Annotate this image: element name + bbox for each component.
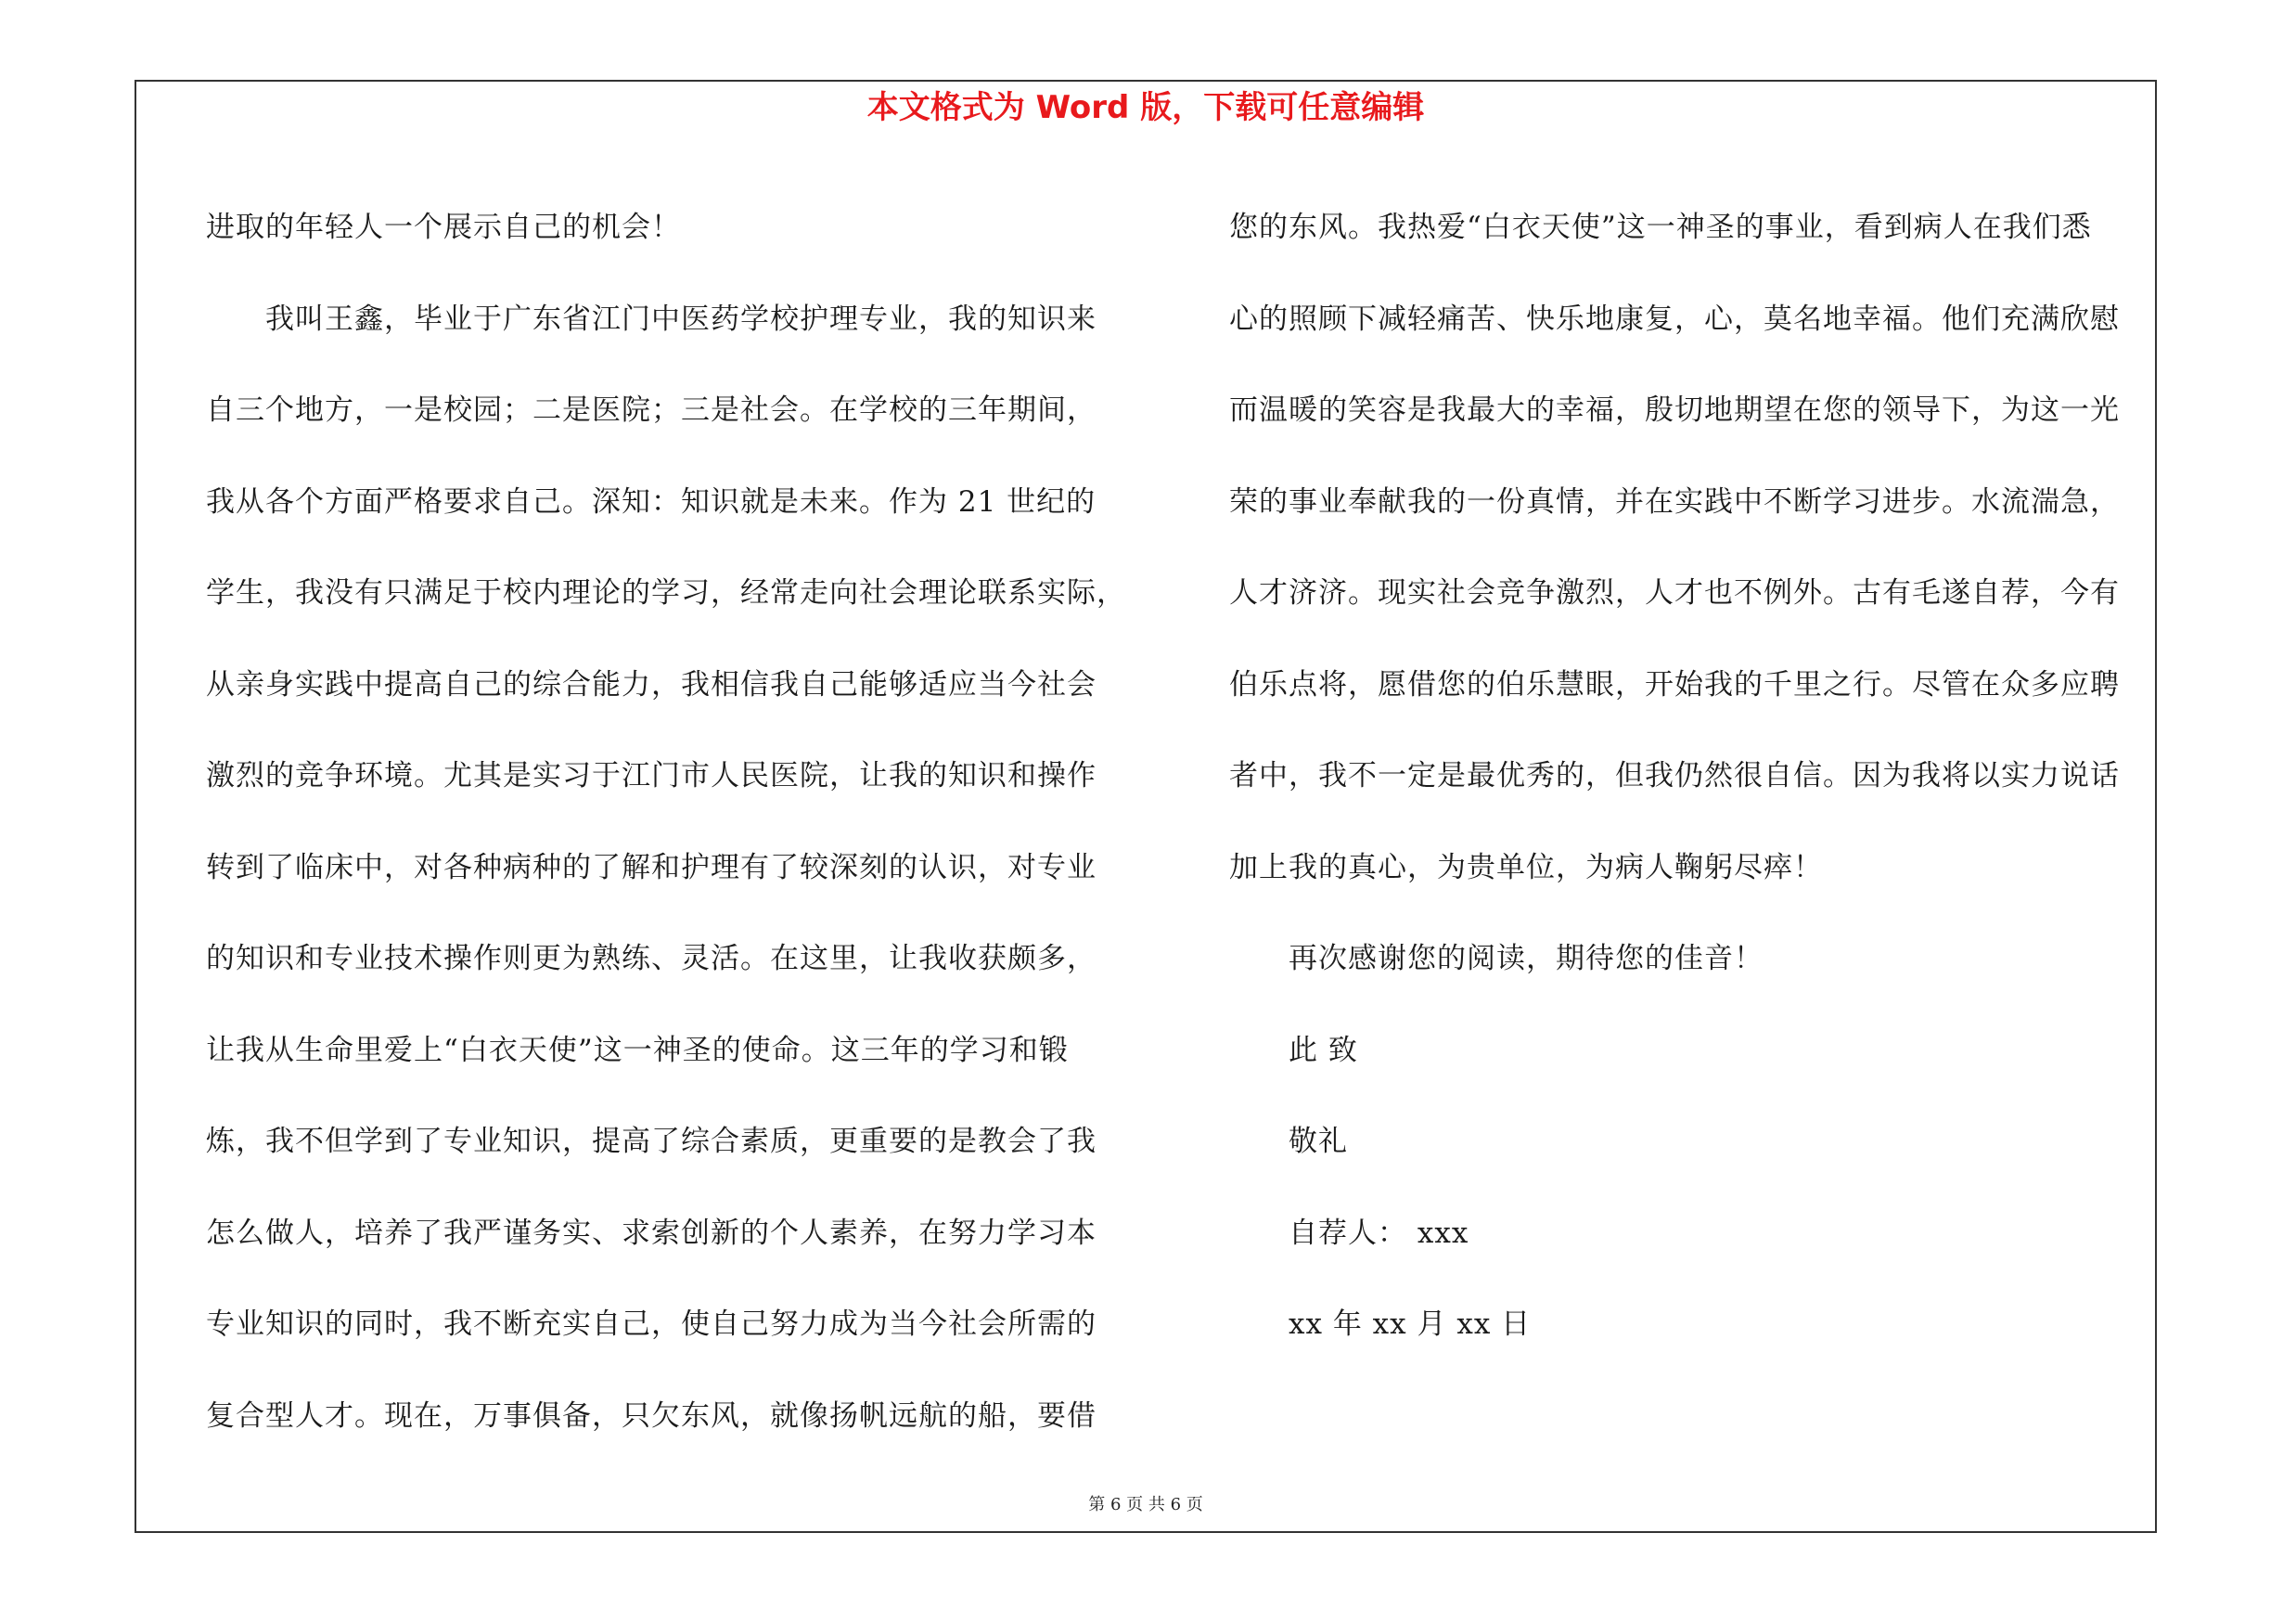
text-line: 炼，我不但学到了专业知识，提高了综合素质，更重要的是教会了我: [206, 1125, 1097, 1158]
text-line: 心的照顾下减轻痛苦、快乐地康复，心，莫名地幸福。他们充满欣慰: [1229, 302, 2120, 336]
text-line: 您的东风。我热爱“白衣天使”这一神圣的事业，看到病人在我们悉: [1229, 211, 2092, 244]
page-number-label: 第 6 页 共 6 页: [1088, 1495, 1203, 1514]
text-line: 者中，我不一定是最优秀的，但我仍然很自信。因为我将以实力说话: [1229, 759, 2120, 792]
text-line: 我从各个方面严格要求自己。深知：知识就是未来。作为 21 世纪的: [206, 484, 1097, 519]
text-line: 怎么做人，培养了我严谨务实、求索创新的个人素养，在努力学习本: [206, 1216, 1097, 1250]
text-line: 学生，我没有只满足于校内理论的学习，经常走向社会理论联系实际，: [206, 576, 1126, 610]
page-number-footer: [135, 1494, 2157, 1516]
date-line: xx 年 xx 月 xx 日: [1289, 1307, 1532, 1341]
text-line: 专业知识的同时，我不断充实自己，使自己努力成为当今社会所需的: [206, 1307, 1097, 1341]
closing-salutation: 此 致: [1289, 1033, 1358, 1067]
closing-thanks: 再次感谢您的阅读，期待您的佳音！: [1289, 942, 1764, 975]
text-line: 自三个地方，一是校园；二是医院；三是社会。在学校的三年期间，: [206, 393, 1097, 427]
text-line: 伯乐点将，愿借您的伯乐慧眼，开始我的千里之行。尽管在众多应聘: [1229, 667, 2120, 702]
paragraph-start-line: 我叫王鑫，毕业于广东省江门中医药学校护理专业，我的知识来: [265, 302, 1097, 336]
text-line: 让我从生命里爱上“白衣天使”这一神圣的使命。这三年的学习和锻: [206, 1033, 1069, 1067]
signer-line: 自荐人： xxx: [1289, 1216, 1469, 1250]
text-line: 从亲身实践中提高自己的综合能力，我相信我自己能够适应当今社会: [206, 667, 1097, 702]
text-line: 人才济济。现实社会竞争激烈，人才也不例外。古有毛遂自荐，今有: [1229, 576, 2120, 610]
text-line: 而温暖的笑容是我最大的幸福，殷切地期望在您的领导下，为这一光: [1229, 393, 2120, 427]
banner-text: 本文格式为 Word 版，下载可任意编辑: [866, 89, 1425, 126]
text-line: 进取的年轻人一个展示自己的机会！: [206, 211, 681, 244]
word-format-banner: [135, 87, 2157, 128]
text-line: 荣的事业奉献我的一份真情，并在实践中不断学习进步。水流湍急，: [1229, 484, 2120, 519]
left-text-column: [206, 182, 1126, 1462]
text-line: 加上我的真心，为贵单位，为病人鞠躬尽瘁！: [1229, 850, 1823, 884]
text-line: 的知识和专业技术操作则更为熟练、灵活。在这里，让我收获颇多，: [206, 942, 1097, 975]
text-line: 复合型人才。现在，万事俱备，只欠东风，就像扬帆远航的船，要借: [206, 1398, 1097, 1433]
text-line: 激烈的竞争环境。尤其是实习于江门市人民医院，让我的知识和操作: [206, 759, 1097, 792]
text-line: 转到了临床中，对各种病种的了解和护理有了较深刻的认识，对专业: [206, 850, 1097, 884]
closing-regards: 敬礼: [1289, 1125, 1348, 1158]
right-text-column: [1229, 182, 2120, 1371]
